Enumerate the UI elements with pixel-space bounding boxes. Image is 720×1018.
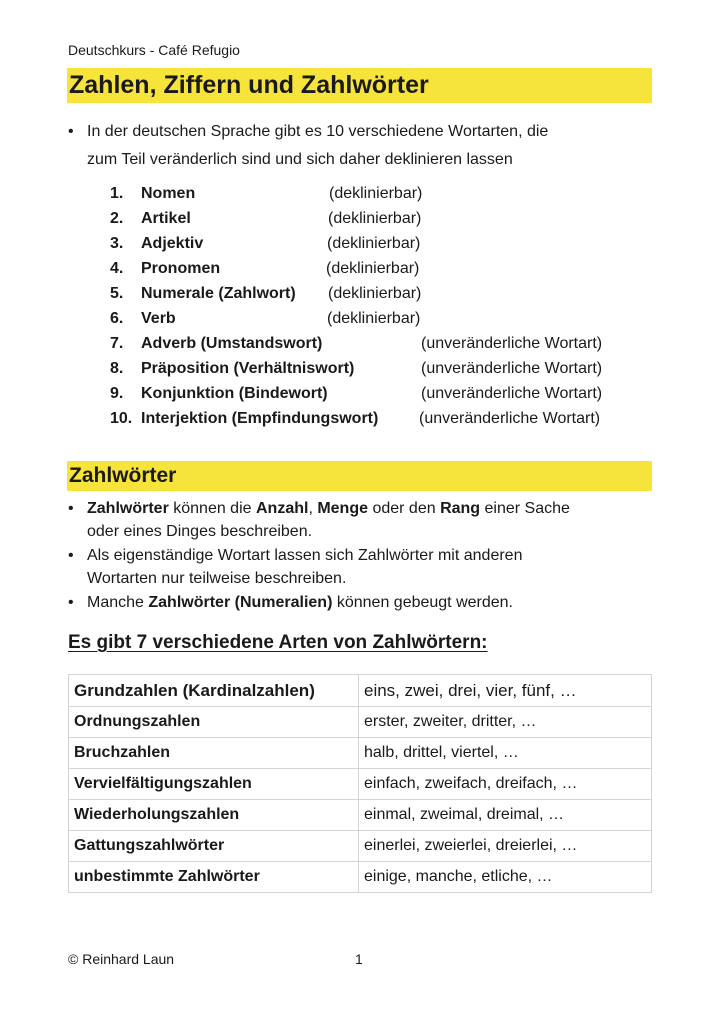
type-examples: einfach, zweifach, dreifach, …	[359, 769, 652, 800]
text-run: oder den	[368, 500, 441, 517]
list-term: Pronomen	[141, 260, 221, 277]
list-number: 7.	[110, 335, 124, 352]
list-note: (deklinierbar)	[327, 235, 421, 252]
point-line: Als eigenständige Wortart lassen sich Zahlwörter mit anderen	[87, 547, 523, 564]
list-number: 5.	[110, 285, 124, 302]
list-term: Interjektion (Empfindungswort)	[141, 410, 379, 427]
bullet-point	[68, 591, 653, 614]
list-number: 2.	[110, 210, 124, 227]
type-name: Grundzahlen (Kardinalzahlen)	[69, 675, 359, 707]
section-banner	[67, 461, 652, 491]
type-name: Bruchzahlen	[69, 738, 359, 769]
text-run: einer Sache	[480, 500, 570, 517]
bullet-marker: •	[68, 547, 74, 564]
list-term: Adverb (Umstandswort)	[141, 335, 323, 352]
list-number: 4.	[110, 260, 124, 277]
intro-paragraph	[68, 118, 658, 174]
type-examples: einige, manche, etliche, …	[359, 862, 652, 893]
text-run: Manche	[87, 594, 149, 611]
type-name: Ordnungszahlen	[69, 707, 359, 738]
course-header: Deutschkurs - Café Refugio	[68, 42, 240, 58]
type-name: unbestimmte Zahlwörter	[69, 862, 359, 893]
table-row	[69, 831, 652, 862]
list-note: (unveränderliche Wortart)	[421, 360, 603, 377]
list-term: Artikel	[141, 210, 191, 227]
table-row	[69, 769, 652, 800]
type-examples: halb, drittel, viertel, …	[359, 738, 652, 769]
point-line	[87, 497, 570, 520]
list-note: (deklinierbar)	[326, 260, 420, 277]
table-row	[69, 675, 652, 707]
page-title: Zahlen, Ziffern und Zahlwörter	[69, 71, 429, 99]
list-term: Verb	[141, 310, 176, 327]
bullet-marker: •	[68, 500, 74, 517]
bold-term: Rang	[440, 500, 481, 517]
type-examples: erster, zweiter, dritter, …	[359, 707, 652, 738]
page-number: 1	[355, 951, 363, 967]
type-examples: einerlei, zweierlei, dreierlei, …	[359, 831, 652, 862]
table-row	[69, 800, 652, 831]
point-line: Wortarten nur teilweise beschreiben.	[87, 570, 347, 587]
list-number: 6.	[110, 310, 124, 327]
list-note: (deklinierbar)	[328, 285, 422, 302]
bullet-marker: •	[68, 123, 74, 140]
list-note: (deklinierbar)	[327, 310, 421, 327]
point-line	[87, 591, 513, 614]
text-run: können die	[168, 500, 256, 517]
list-note: (deklinierbar)	[329, 185, 423, 202]
bold-term: Zahlwörter (Numeralien)	[148, 594, 333, 611]
list-number: 3.	[110, 235, 124, 252]
list-term: Nomen	[141, 185, 196, 202]
table-row	[69, 738, 652, 769]
list-term: Numerale (Zahlwort)	[141, 285, 296, 302]
list-number: 8.	[110, 360, 124, 377]
bullet-marker: •	[68, 594, 74, 611]
list-number: 10.	[110, 410, 133, 427]
list-note: (unveränderliche Wortart)	[421, 335, 603, 352]
list-term: Präposition (Verhältniswort)	[141, 360, 355, 377]
bullet-point	[68, 497, 653, 543]
text-run: können gebeugt werden.	[332, 594, 513, 611]
bullet-point	[68, 544, 653, 590]
type-name: Wiederholungszahlen	[69, 800, 359, 831]
list-note: (unveränderliche Wortart)	[419, 410, 601, 427]
footer-author: © Reinhard Laun	[68, 951, 175, 967]
table-row	[69, 862, 652, 893]
type-examples: einmal, zweimal, dreimal, …	[359, 800, 652, 831]
title-banner	[67, 68, 652, 103]
list-term: Konjunktion (Bindewort)	[141, 385, 328, 402]
type-examples: eins, zwei, drei, vier, fünf, …	[359, 675, 652, 707]
list-note: (deklinierbar)	[328, 210, 422, 227]
point-line: oder eines Dinges beschreiben.	[87, 523, 313, 540]
types-heading: Es gibt 7 verschiedene Arten von Zahlwörtern:	[68, 632, 488, 653]
zahlwort-types-table	[68, 674, 652, 893]
type-name: Vervielfältigungszahlen	[69, 769, 359, 800]
text-run: ,	[308, 500, 318, 517]
table-row	[69, 707, 652, 738]
list-term: Adjektiv	[141, 235, 204, 252]
type-name: Gattungszahlwörter	[69, 831, 359, 862]
zahlwoerter-points	[68, 497, 653, 615]
list-number: 9.	[110, 385, 124, 402]
intro-line-2: zum Teil veränderlich sind und sich daher deklinieren lassen	[87, 151, 513, 168]
section-title: Zahlwörter	[69, 464, 177, 487]
list-note: (unveränderliche Wortart)	[421, 385, 603, 402]
bold-term: Zahlwörter	[87, 500, 169, 517]
bold-term: Menge	[317, 500, 368, 517]
intro-line-1: In der deutschen Sprache gibt es 10 verschiedene Wortarten, die	[87, 123, 549, 140]
list-number: 1.	[110, 185, 124, 202]
bold-term: Anzahl	[255, 500, 309, 517]
